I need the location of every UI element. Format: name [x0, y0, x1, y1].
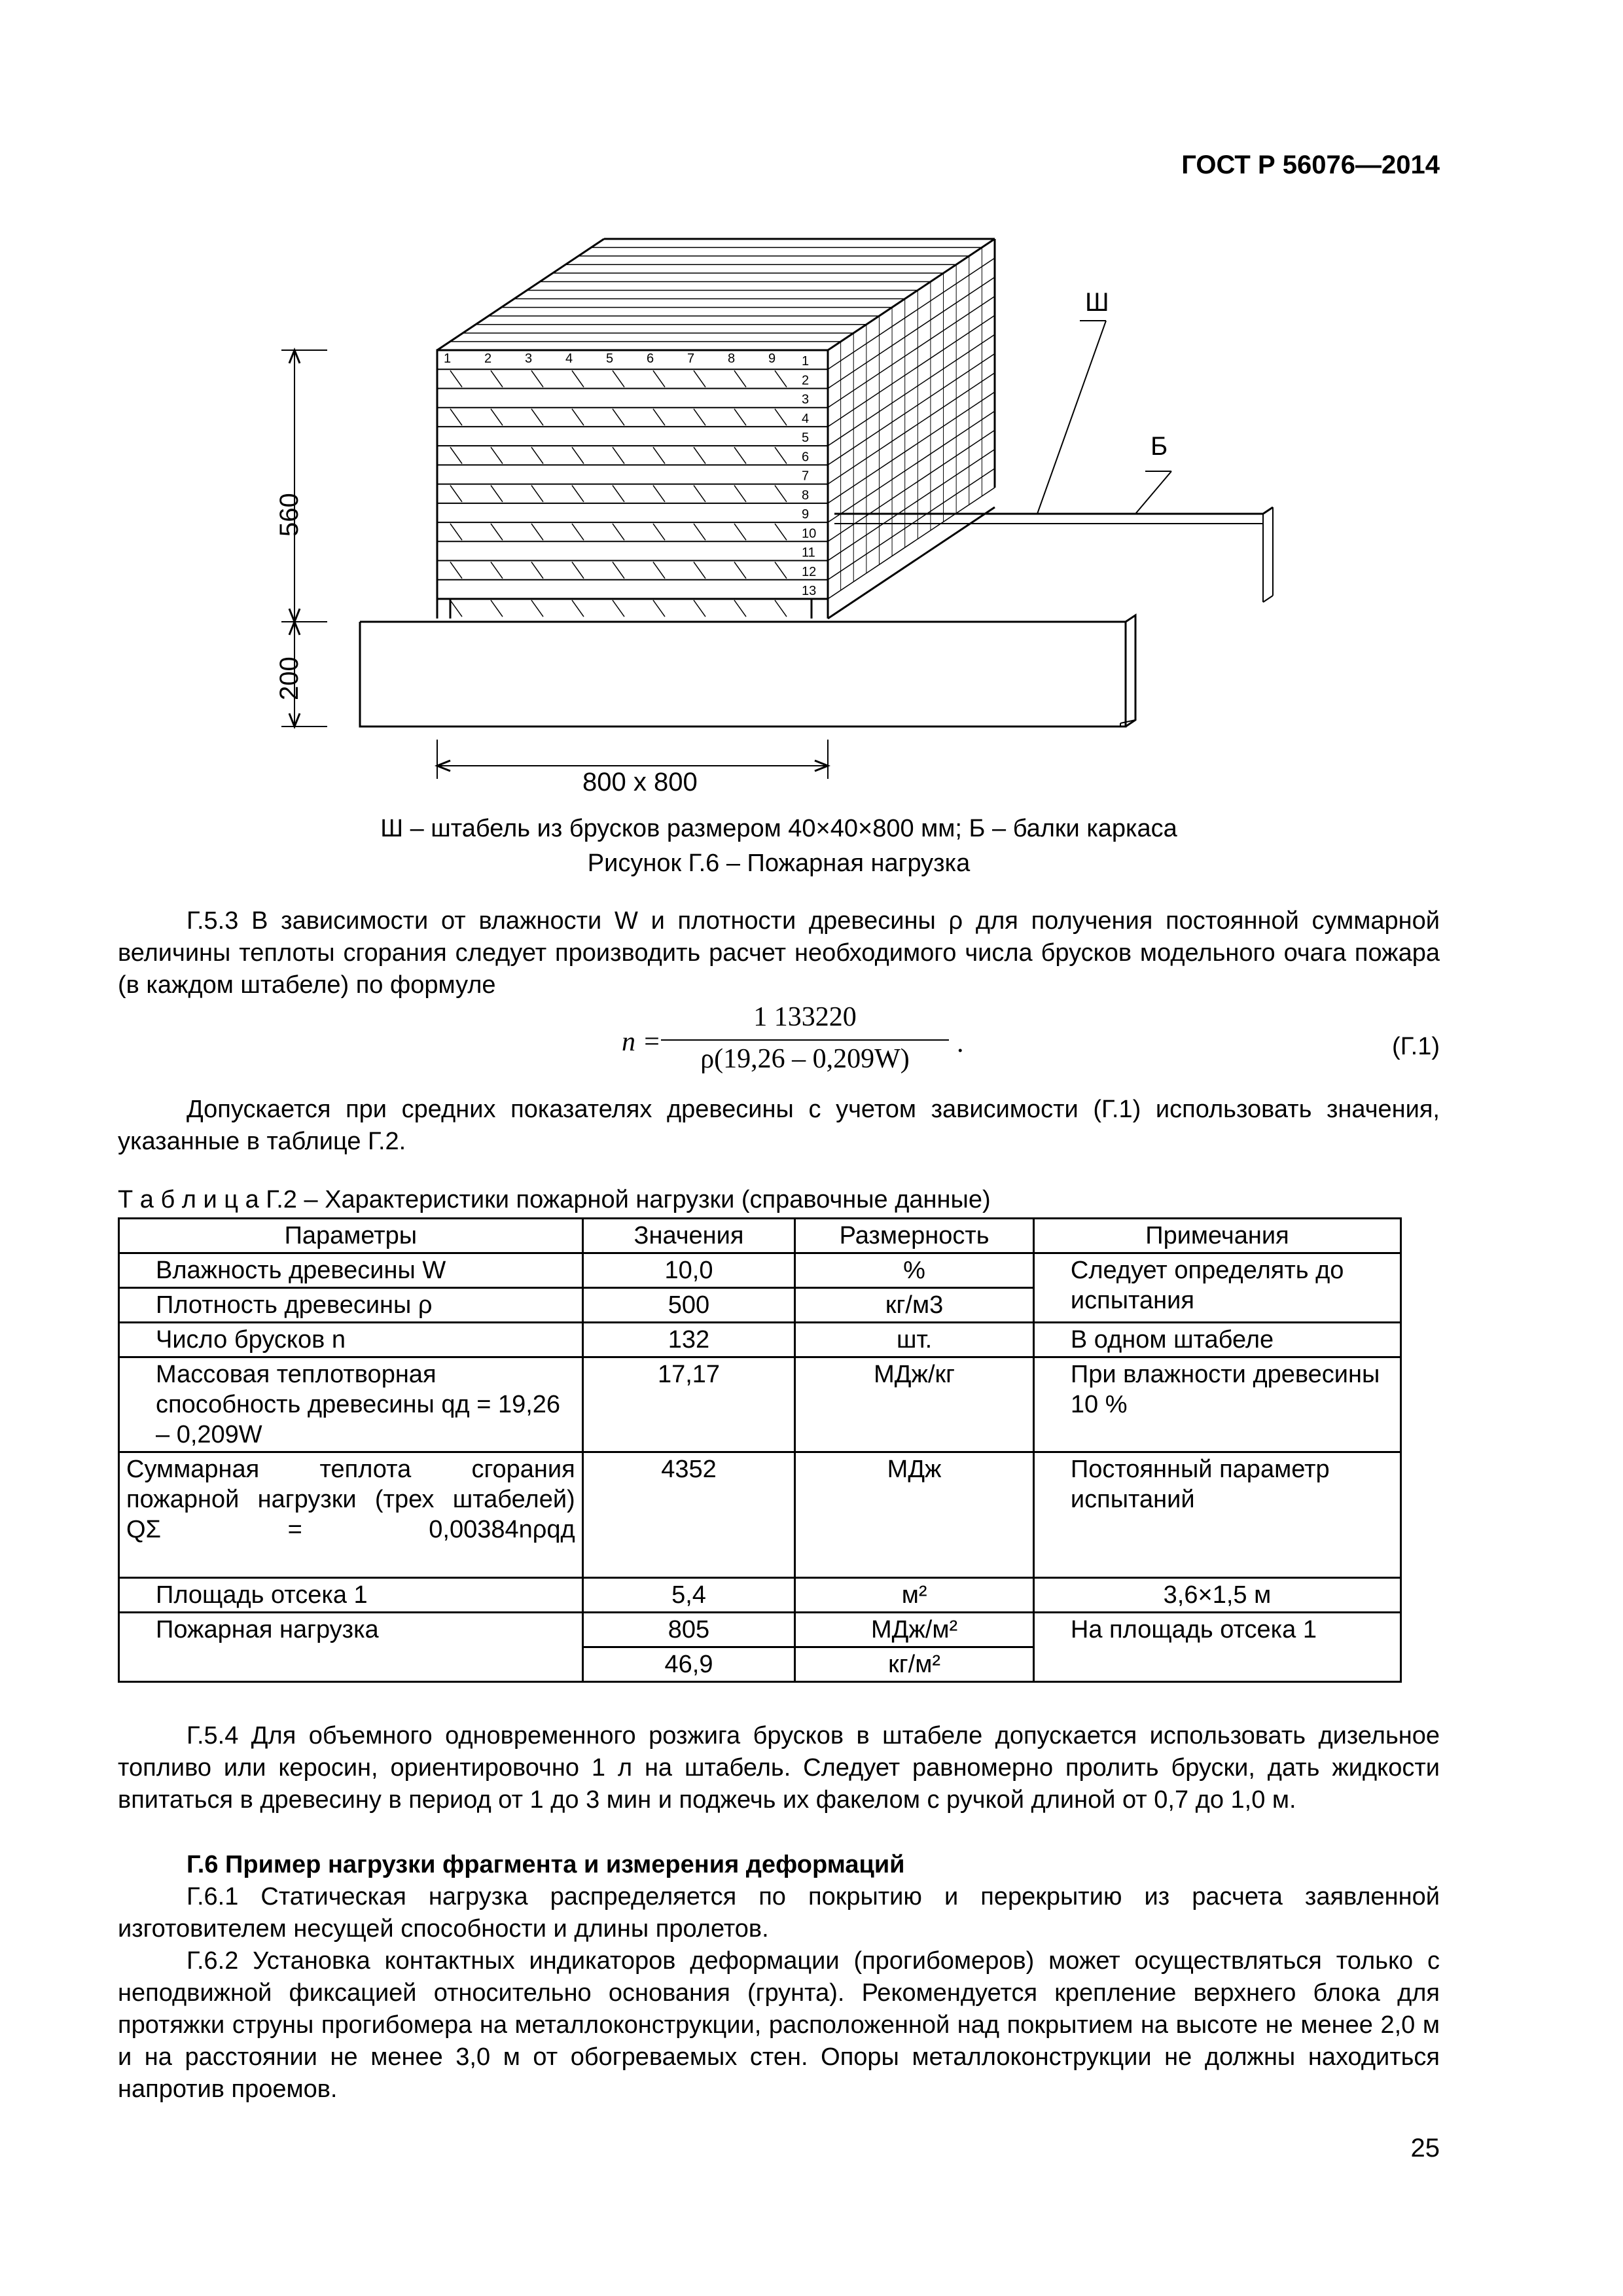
- figure-legend: Ш – штабель из брусков размером 40×40×800 мм; Б – балки каркаса: [380, 815, 1177, 842]
- figure-outline: [1126, 615, 1135, 726]
- crib-top-number: 6: [647, 351, 654, 367]
- figure-line: [694, 370, 705, 387]
- crib-side-number: 2: [802, 373, 810, 388]
- param-cell: Число брусков n: [119, 1323, 583, 1357]
- section-g6-heading: [118, 1849, 1440, 1881]
- figure-line: [694, 447, 705, 463]
- table-row: [119, 1578, 1401, 1613]
- figure-line: [828, 258, 995, 369]
- figure-line: [828, 353, 995, 465]
- crib-side-number: 4: [802, 411, 810, 426]
- formula-denominator: ρ(19,26 – 0,209W): [700, 1044, 910, 1074]
- figure-line: [1037, 321, 1106, 514]
- crib-side-number: 12: [802, 564, 817, 579]
- figure-line: [694, 409, 705, 425]
- param-cell: Массовая теплотворная способность древесины qд = 19,26 – 0,209W: [119, 1357, 583, 1452]
- figure-line: [653, 486, 665, 502]
- value-cell: 10,0: [582, 1253, 795, 1288]
- formula-fraction: [661, 1001, 949, 1075]
- figure-line: [572, 562, 584, 579]
- figure-line: [775, 447, 787, 463]
- note-cell: На площадь отсека 1: [1033, 1613, 1400, 1682]
- crib-top-number: 9: [768, 351, 776, 367]
- figure-line: [450, 524, 462, 540]
- figure-line: [653, 562, 665, 579]
- figure-line: [613, 486, 624, 502]
- crib-side-number: 7: [802, 469, 810, 484]
- crib-side-number: 8: [802, 488, 810, 503]
- formula-numerator: 1 133220: [753, 1002, 857, 1032]
- figure-line: [572, 447, 584, 463]
- figure-line: [775, 486, 787, 502]
- figure-line: [491, 409, 503, 425]
- value-cell: 500: [582, 1288, 795, 1323]
- fraction-bar: [661, 1039, 949, 1041]
- value-cell-2: 46,9: [582, 1647, 795, 1682]
- value-cell: 805: [582, 1613, 795, 1647]
- table-row: [119, 1253, 1401, 1288]
- figure-line: [450, 600, 462, 617]
- table-row: [119, 1452, 1401, 1578]
- figure-line: [572, 409, 584, 425]
- figure-line: [694, 562, 705, 579]
- value-cell: 17,17: [582, 1357, 795, 1452]
- figure-line: [450, 447, 462, 463]
- allowed-text: Допускается при средних показателях древесины с учетом зависимости (Г.1) использовать значения, указанные в таблице Г.2.: [118, 1096, 1440, 1155]
- figure-line: [531, 486, 543, 502]
- figure-line: [653, 409, 665, 425]
- crib-side-number: 13: [802, 584, 817, 598]
- table-row: [119, 1323, 1401, 1357]
- table-header-row: [119, 1219, 1401, 1253]
- value-cell: 132: [582, 1323, 795, 1357]
- g61-text: Г.6.1 Статическая нагрузка распределяется по покрытию и перекрытию из расчета заявленной изготовителем несущей способности и длины пролетов.: [118, 1883, 1440, 1943]
- unit-cell: МДж: [795, 1452, 1034, 1578]
- figure-line: [734, 524, 746, 540]
- figure-line: [572, 370, 584, 387]
- figure-line: [531, 562, 543, 579]
- crib-top-number: 8: [728, 351, 736, 367]
- figure-line: [775, 524, 787, 540]
- unit-cell: МДж/кг: [795, 1357, 1034, 1452]
- figure-line: [450, 562, 462, 579]
- g53-number: Г.5.3: [187, 907, 239, 935]
- figure-line: [531, 600, 543, 617]
- figure-line: [828, 334, 995, 446]
- dimension-800-label: 800 х 800: [582, 768, 698, 797]
- crib-top-number: 5: [606, 351, 614, 367]
- dimension-560-label: 560: [275, 493, 304, 537]
- figure-line: [694, 486, 705, 502]
- paragraph-g61: [118, 1881, 1440, 1945]
- figure-line: [613, 600, 624, 617]
- figure-line: [491, 486, 503, 502]
- crib-side-number: 10: [802, 526, 817, 541]
- param-cell: Пожарная нагрузка: [119, 1613, 583, 1682]
- unit-cell: %: [795, 1253, 1034, 1288]
- note-cell: При влажности древесины 10 %: [1033, 1357, 1400, 1452]
- crib-top-number: 3: [525, 351, 533, 367]
- crib-side-number: 5: [802, 431, 810, 446]
- crib-side-number: 6: [802, 450, 810, 465]
- figure-line: [613, 524, 624, 540]
- figure-line: [828, 450, 995, 561]
- unit-cell: шт.: [795, 1323, 1034, 1357]
- crib-top-number: 1: [444, 351, 452, 367]
- unit-cell: м²: [795, 1578, 1034, 1613]
- figure-line: [572, 486, 584, 502]
- crib-drawing: [255, 229, 1302, 805]
- fire-load-figure: [255, 229, 1302, 805]
- figure-outline: [360, 622, 1126, 726]
- crib-top-number: 2: [484, 351, 492, 367]
- figure-line: [653, 524, 665, 540]
- figure-line: [775, 370, 787, 387]
- header-values: Значения: [582, 1219, 795, 1253]
- figure-caption: Рисунок Г.6 – Пожарная нагрузка: [587, 850, 971, 877]
- unit-cell: МДж/м²: [795, 1613, 1034, 1647]
- figure-line: [775, 600, 787, 617]
- figure-line: [828, 411, 995, 522]
- param-cell: Суммарная теплота сгорания пожарной нагрузки (трех штабелей) QΣ = 0,00384nρqд: [119, 1452, 583, 1578]
- figure-line: [613, 447, 624, 463]
- header-params: Параметры: [119, 1219, 583, 1253]
- crib-side-number: 3: [802, 392, 810, 407]
- header-units: Размерность: [795, 1219, 1034, 1253]
- paragraph-g62: [118, 1945, 1440, 2106]
- figure-line: [775, 562, 787, 579]
- figure-line: [734, 409, 746, 425]
- param-cell: Влажность древесины W: [119, 1253, 583, 1288]
- g54-text: Для объемного одновременного розжига брусков в штабеле допускается использовать дизельное топливо или керосин, ориентировочно 1 л на штабель. Следует равномерно пролить бруски, дать жидкости впитаться в древесину в период от 1 до 3 мин и поджечь их факелом с ручкой длиной от 0,7 до 1,0 м.: [118, 1722, 1440, 1814]
- figure-line: [613, 370, 624, 387]
- formula-dot: .: [957, 1028, 964, 1058]
- figure-line: [653, 370, 665, 387]
- fire-load-table: [118, 1217, 1402, 1683]
- figure-line: [828, 392, 995, 503]
- beam-label: Б: [1150, 432, 1168, 461]
- param-cell: Площадь отсека 1: [119, 1578, 583, 1613]
- figure-line: [531, 409, 543, 425]
- figure-line: [775, 409, 787, 425]
- param-cell: Плотность древесины ρ: [119, 1288, 583, 1323]
- g62-text: Г.6.2 Установка контактных индикаторов деформации (прогибомеров) может осуществляться только с неподвижной фиксацией относительно основания (грунта). Рекомендуется крепление верхнего блока для протяжки струны прогибомера на металлоконструкции, расположенной над покрытием на высоте не менее 2,0 м и на расстоянии не менее 3,0 м от обогреваемых стен. Опоры металлоконструкции не должны находиться напротив проемов.: [118, 1947, 1440, 2103]
- crib-top-number: 4: [565, 351, 573, 367]
- header-notes: Примечания: [1033, 1219, 1400, 1253]
- table-row: [119, 1357, 1401, 1452]
- figure-line: [531, 447, 543, 463]
- unit-cell-2: кг/м²: [795, 1647, 1034, 1682]
- crib-top-number: 7: [687, 351, 695, 367]
- figure-line: [828, 488, 995, 599]
- figure-line: [450, 409, 462, 425]
- figure-line: [491, 524, 503, 540]
- value-cell: 4352: [582, 1452, 795, 1578]
- figure-line: [694, 600, 705, 617]
- figure-line: [828, 296, 995, 408]
- formula-number: (Г.1): [1392, 1033, 1440, 1060]
- crib-side-number: 1: [802, 354, 810, 369]
- figure-line: [828, 315, 995, 427]
- crib-side-number: 9: [802, 507, 810, 522]
- note-cell: 3,6×1,5 м: [1033, 1578, 1400, 1613]
- note-cell: Следует определять до испытания: [1033, 1253, 1400, 1323]
- formula-lhs: n =: [622, 1027, 661, 1057]
- g54-number: Г.5.4: [187, 1722, 239, 1749]
- unit-cell: кг/м3: [795, 1288, 1034, 1323]
- page-number: 25: [1410, 2134, 1440, 2162]
- g53-text: В зависимости от влажности W и плотности древесины ρ для получения постоянной суммарной величины теплоты сгорания следует производить расчет необходимого числа брусков модельного очага пожара (в каждом штабеле) по формуле: [118, 907, 1440, 999]
- paragraph-g53: [118, 905, 1440, 1001]
- figure-line: [1263, 596, 1273, 602]
- standard-designation: ГОСТ Р 56076—2014: [1181, 151, 1440, 179]
- dimension-200-label: 200: [275, 656, 304, 700]
- figure-line: [734, 447, 746, 463]
- crib-side-number: 11: [802, 545, 815, 560]
- figure-line: [734, 486, 746, 502]
- figure-line: [734, 370, 746, 387]
- figure-line: [491, 562, 503, 579]
- figure-line: [613, 409, 624, 425]
- figure-line: [653, 600, 665, 617]
- note-cell: В одном штабеле: [1033, 1323, 1400, 1357]
- paragraph-g54: [118, 1720, 1440, 1816]
- figure-line: [734, 600, 746, 617]
- value-cell: 5,4: [582, 1578, 795, 1613]
- figure-line: [450, 370, 462, 387]
- figure-line: [491, 447, 503, 463]
- figure-line: [491, 600, 503, 617]
- note-cell: Постоянный параметр испытаний: [1033, 1452, 1400, 1578]
- figure-line: [1135, 471, 1171, 514]
- figure-line: [531, 370, 543, 387]
- figure-line: [491, 370, 503, 387]
- table-caption: Т а б л и ц а Г.2 – Характеристики пожарной нагрузки (справочные данные): [118, 1186, 991, 1213]
- figure-line: [613, 562, 624, 579]
- figure-line: [653, 447, 665, 463]
- stack-label: Ш: [1085, 288, 1109, 317]
- figure-line: [828, 373, 995, 484]
- table-row: [119, 1613, 1401, 1647]
- figure-line: [531, 524, 543, 540]
- figure-line: [572, 600, 584, 617]
- figure-line: [450, 486, 462, 502]
- figure-line: [694, 524, 705, 540]
- g6-heading-text: Г.6 Пример нагрузки фрагмента и измерения деформаций: [187, 1851, 905, 1878]
- figure-line: [734, 562, 746, 579]
- figure-line: [572, 524, 584, 540]
- paragraph-allowed: [118, 1094, 1440, 1158]
